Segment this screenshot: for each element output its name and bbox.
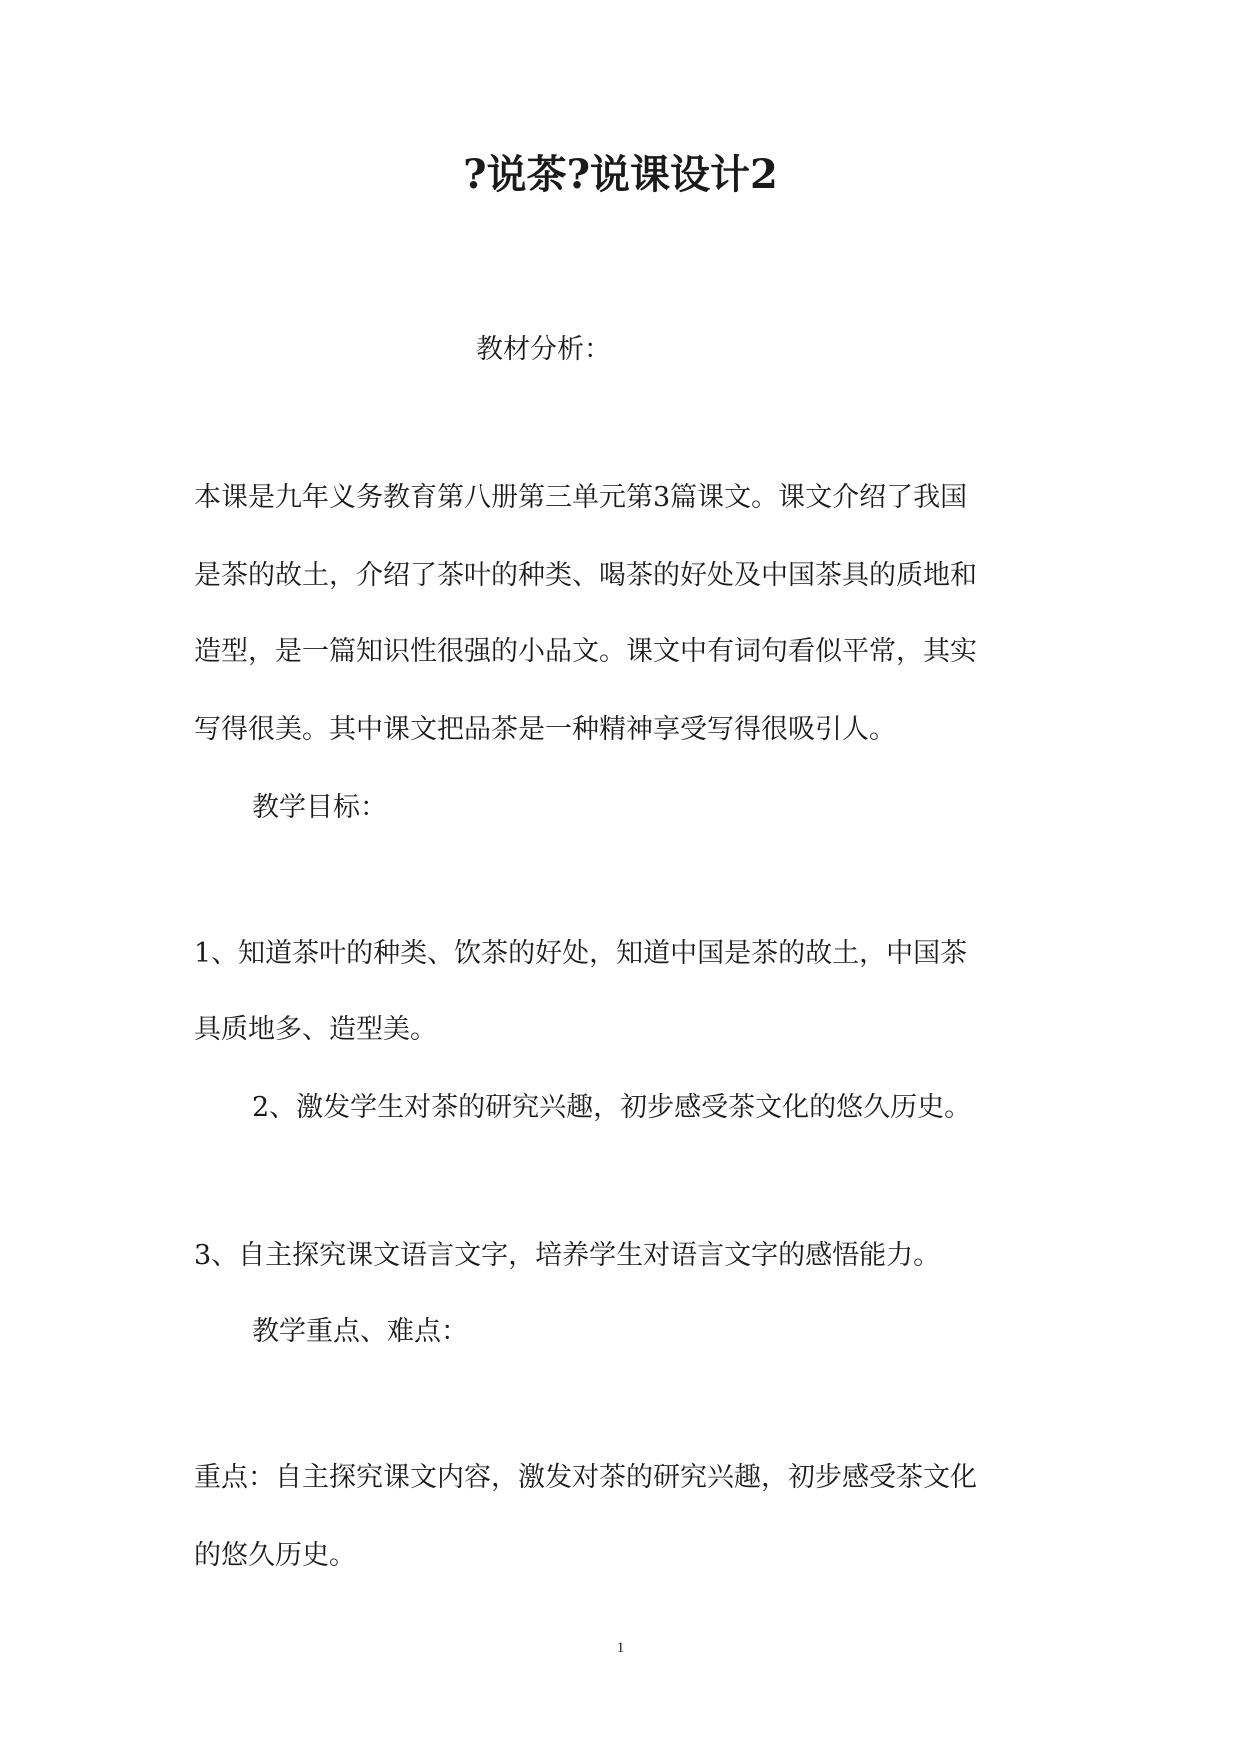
material-paragraph-line-1: 本课是九年义务教育第八册第三单元第3篇课文。课文介绍了我国 [194, 482, 968, 513]
material-paragraph-line-2: 是茶的故土，介绍了茶叶的种类、喝茶的好处及中国茶具的质地和 [194, 560, 977, 591]
goal-2: 2、激发学生对茶的研究兴趣，初步感受茶文化的悠久历史。 [252, 1092, 972, 1123]
material-analysis-heading: 教材分析： [476, 334, 611, 365]
key-points-heading: 教学重点、难点： [252, 1316, 468, 1347]
material-paragraph-line-3: 造型，是一篇知识性很强的小品文。课文中有词句看似平常，其实 [194, 636, 977, 667]
goal-3: 3、自主探究课文语言文字，培养学生对语言文字的感悟能力。 [194, 1240, 941, 1271]
material-paragraph-line-4: 写得很美。其中课文把品茶是一种精神享受写得很吸引人。 [194, 714, 896, 745]
goal-1-line-1: 1、知道茶叶的种类、饮茶的好处，知道中国是茶的故土，中国茶 [194, 938, 968, 969]
goal-1-line-2: 具质地多、造型美。 [194, 1014, 437, 1045]
key-point-line-1: 重点：自主探究课文内容，激发对茶的研究兴趣，初步感受茶文化 [194, 1462, 977, 1493]
document-title: ?说茶?说课设计2 [463, 151, 778, 198]
teaching-goals-heading: 教学目标： [252, 792, 387, 823]
key-point-line-2: 的悠久历史。 [194, 1540, 356, 1571]
page-number: 1 [616, 1640, 625, 1656]
